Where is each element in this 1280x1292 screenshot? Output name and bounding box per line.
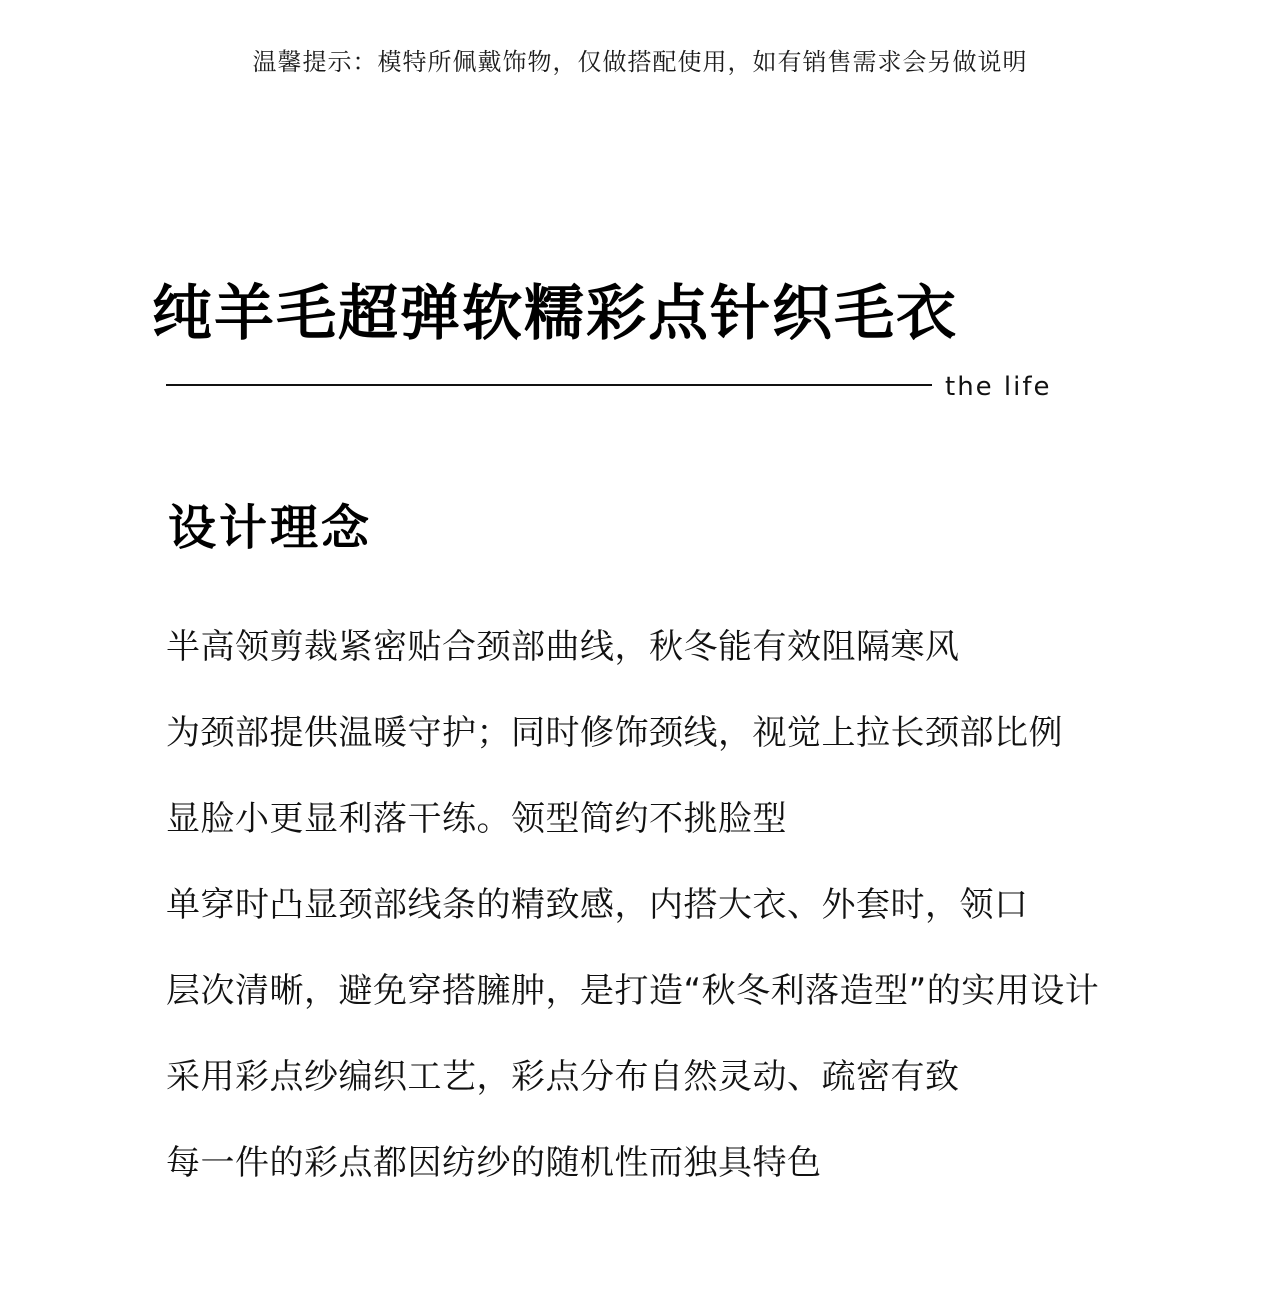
- description-line: 每一件的彩点都因纺纱的随机性而独具特色: [166, 1143, 822, 1183]
- description-list: [166, 620, 1266, 1222]
- description-line: 层次清晰，避免穿搭臃肿，是打造“秋冬利落造型”的实用设计: [166, 971, 1100, 1011]
- description-line: 为颈部提供温暖守护；同时修饰颈线，视觉上拉长颈部比例: [166, 713, 1063, 753]
- description-line: 显脸小更显利落干练。领型简约不挑脸型: [166, 799, 787, 839]
- tagline: the life: [945, 372, 1052, 402]
- product-title: 纯羊毛超弹软糯彩点针织毛衣: [152, 279, 958, 349]
- description-line: 单穿时凸显颈部线条的精致感，内搭大衣、外套时，领口: [166, 885, 1029, 925]
- notice-text: 温馨提示：模特所佩戴饰物，仅做搭配使用，如有销售需求会另做说明: [252, 48, 1028, 76]
- description-line: 采用彩点纱编织工艺，彩点分布自然灵动、疏密有致: [166, 1057, 960, 1097]
- section-heading: 设计理念: [168, 500, 373, 556]
- title-divider: [166, 384, 932, 386]
- description-line: 半高领剪裁紧密贴合颈部曲线，秋冬能有效阻隔寒风: [166, 627, 960, 667]
